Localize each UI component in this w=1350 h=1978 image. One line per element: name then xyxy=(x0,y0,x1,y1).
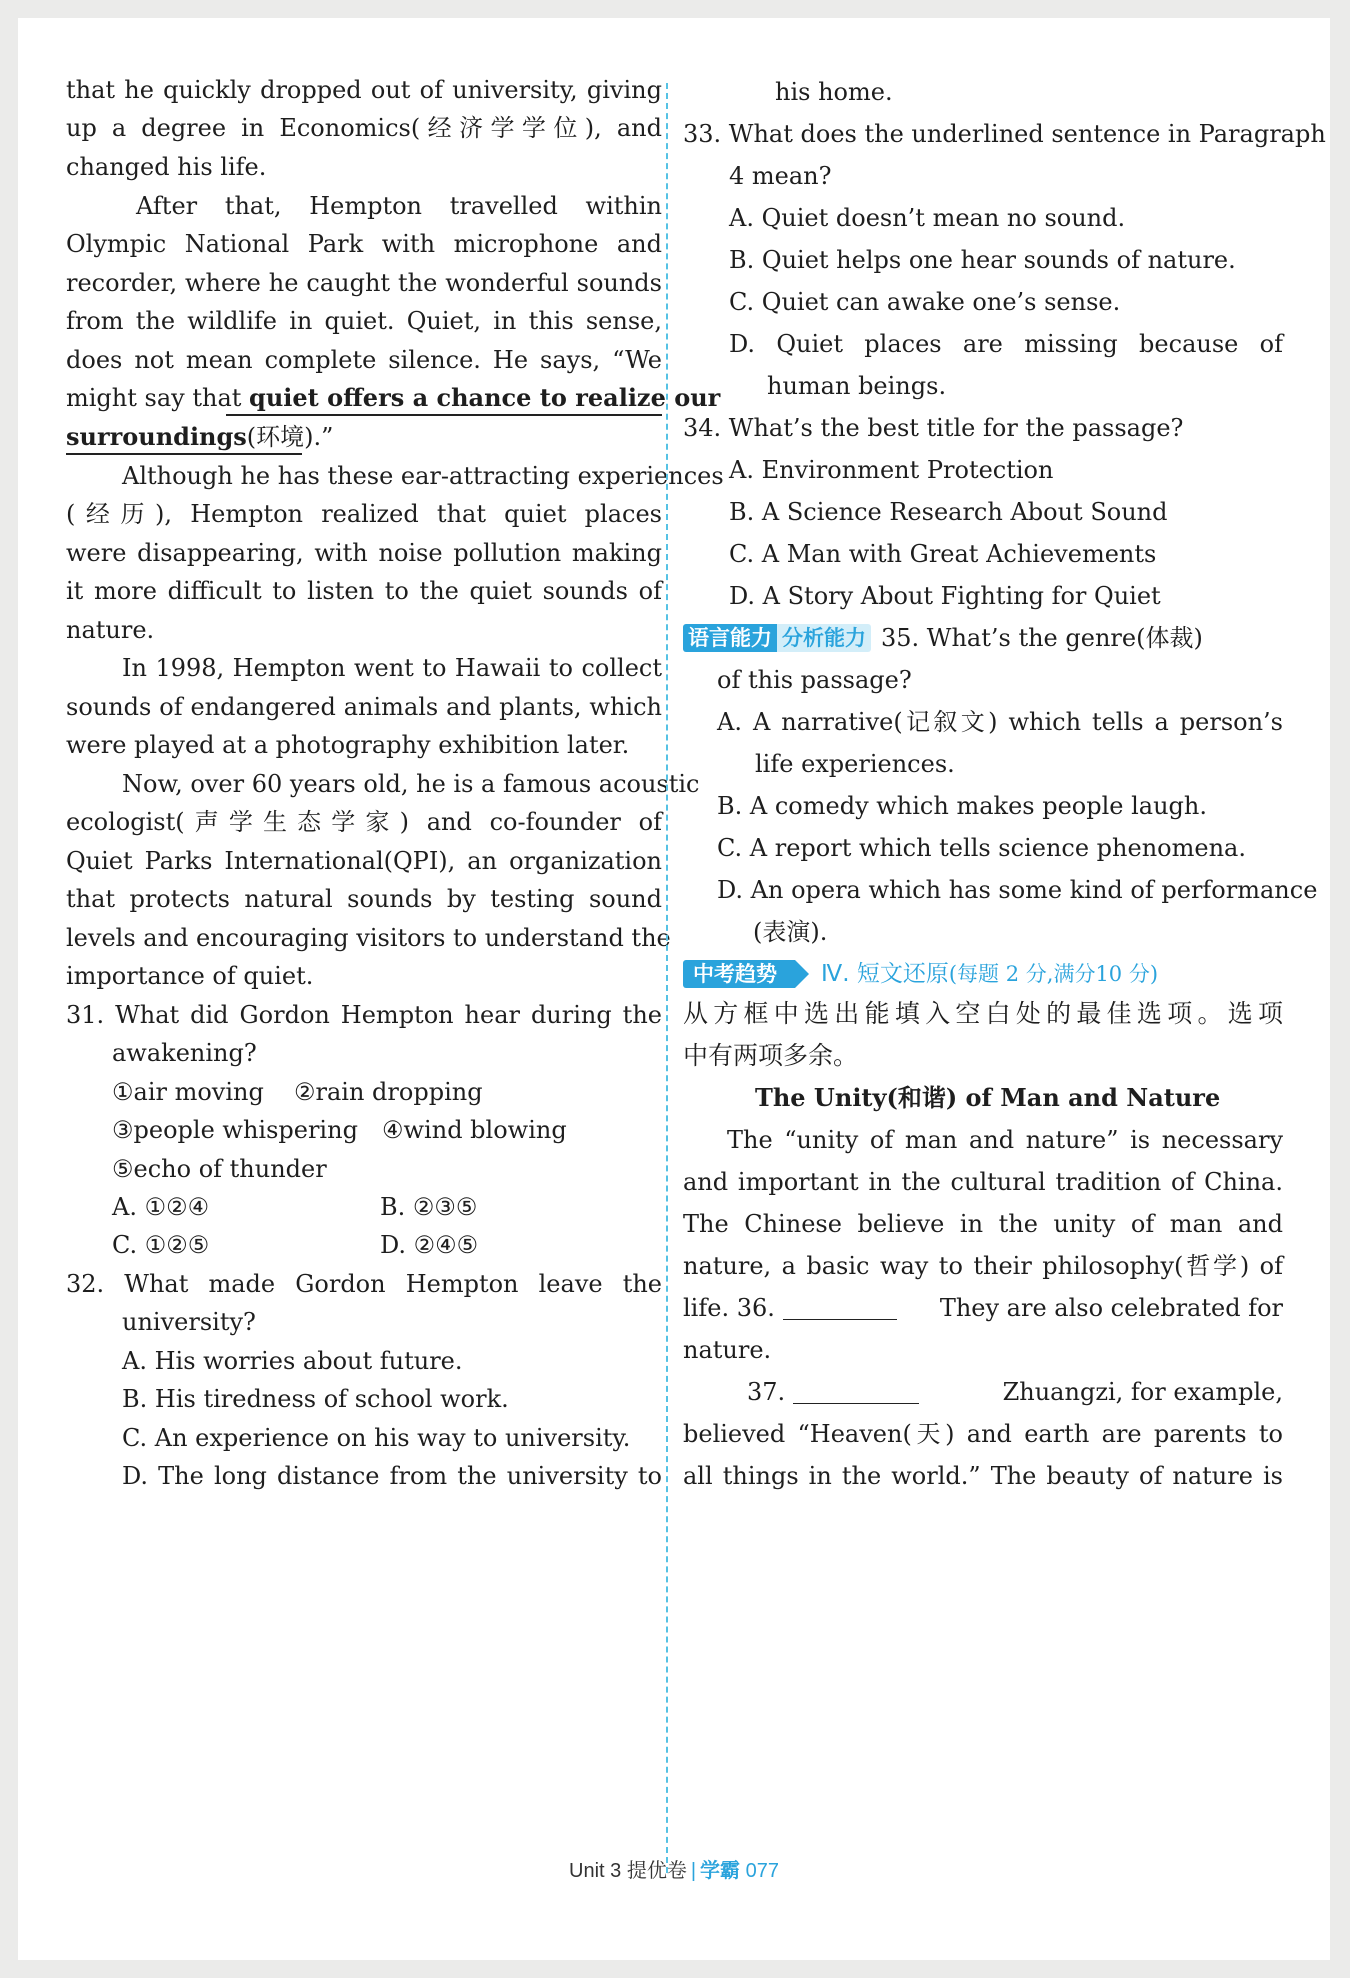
q33-option-b[interactable]: B. Quiet helps one hear sounds of nature. xyxy=(729,246,1236,274)
q34-option-a[interactable]: A. Environment Protection xyxy=(729,456,1054,484)
q35-option-a-cont: life experiences. xyxy=(755,750,955,778)
blank-36[interactable] xyxy=(783,1297,897,1320)
text-line: does not mean complete silence. He says, “We xyxy=(66,346,662,374)
question-32-stem: 32. What made Gordon Hempton leave the xyxy=(66,1270,662,1298)
tag-exam-trend xyxy=(683,960,795,988)
q35-option-b[interactable]: B. A comedy which makes people laugh. xyxy=(717,792,1207,820)
text-line: In 1998, Hempton went to Hawaii to collect xyxy=(122,654,662,682)
passage-line: and important in the cultural tradition of China. xyxy=(683,1168,1283,1196)
underline xyxy=(66,453,302,455)
q31-option-c[interactable]: C. ①②⑤ xyxy=(112,1231,210,1259)
text-line: that he quickly dropped out of university, giving xyxy=(66,76,662,104)
q35-option-a[interactable]: A. A narrative(记叙文) which tells a person’s xyxy=(717,708,1283,736)
q33-option-d[interactable]: D. Quiet places are missing because of xyxy=(729,330,1283,358)
passage-line: nature. xyxy=(683,1336,772,1364)
text-line: were played at a photography exhibition later. xyxy=(66,731,630,759)
question-35-stem xyxy=(683,622,1283,654)
text-span: 37. xyxy=(747,1378,786,1406)
text-line: Quiet Parks International(QPI), an organization xyxy=(66,847,662,875)
text-line: nature. xyxy=(66,616,155,644)
page-footer xyxy=(18,1854,1330,1883)
text-line: sounds of endangered animals and plants, which xyxy=(66,693,662,721)
question-35-stem-cont: of this passage? xyxy=(717,666,912,694)
passage-line: The “unity of man and nature” is necessary xyxy=(727,1126,1283,1154)
column-divider xyxy=(666,83,668,1873)
passage-line: believed “Heaven(天) and earth are parents to xyxy=(683,1420,1283,1448)
text-line: were disappearing, with noise pollution making xyxy=(66,539,662,567)
text-line: recorder, where he caught the wonderful sounds xyxy=(66,269,662,297)
text-line: Although he has these ear-attracting experiences xyxy=(122,462,724,490)
text-line xyxy=(66,382,721,414)
text-span: might say that xyxy=(66,384,250,412)
text-line: from the wildlife in quiet. Quiet, in this sense, xyxy=(66,307,662,335)
q31-option-b[interactable]: B. ②③⑤ xyxy=(380,1193,478,1221)
question-33-stem: 33. What does the underlined sentence in Paragraph xyxy=(683,120,1326,148)
text-span: .” xyxy=(313,423,334,451)
footer-separator: | xyxy=(690,1860,697,1882)
tag-language-ability: 语言能力 xyxy=(683,624,777,652)
question-34-stem: 34. What’s the best title for the passage? xyxy=(683,414,1184,442)
section-4-score-note: (每题 2 分,满分10 分) xyxy=(948,962,1159,986)
tag-arrow-icon xyxy=(795,960,809,988)
text-line: Now, over 60 years old, he is a famous acoustic xyxy=(122,770,700,798)
q34-option-b[interactable]: B. A Science Research About Sound xyxy=(729,498,1168,526)
q31-option-a[interactable]: A. ①②④ xyxy=(112,1193,210,1221)
question-32-stem-cont: university? xyxy=(122,1308,256,1336)
q31-item: ⑤echo of thunder xyxy=(112,1155,327,1183)
q32-option-d-cont: his home. xyxy=(775,78,893,106)
section-4-instruction: 从方框中选出能填入空白处的最佳选项。选项 xyxy=(683,999,1283,1028)
q34-option-d[interactable]: D. A Story About Fighting for Quiet xyxy=(729,582,1161,610)
passage-line: all things in the world.” The beauty of nature is xyxy=(683,1462,1283,1490)
tag-analysis-ability: 分析能力 xyxy=(777,624,871,652)
text-line: Olympic National Park with microphone and xyxy=(66,230,662,258)
text-line: importance of quiet. xyxy=(66,962,314,990)
q35-option-d-cont: (表演). xyxy=(753,918,828,946)
text-line: ecologist(声学生态学家) and co-founder of xyxy=(66,808,662,836)
section-4-header xyxy=(683,958,1283,990)
footer-unit: Unit 3 提优卷 xyxy=(569,1860,687,1882)
page xyxy=(18,18,1330,1960)
q35-option-d[interactable]: D. An opera which has some kind of performance xyxy=(717,876,1318,904)
q32-option-a[interactable]: A. His worries about future. xyxy=(122,1347,463,1375)
q35-option-c[interactable]: C. A report which tells science phenomena. xyxy=(717,834,1246,862)
footer-brand: 学霸 xyxy=(700,1860,741,1882)
text-line: changed his life. xyxy=(66,153,267,181)
text-span: life. 36. xyxy=(683,1294,775,1322)
q33-option-a[interactable]: A. Quiet doesn’t mean no sound. xyxy=(729,204,1126,232)
text-line: it more difficult to listen to the quiet sounds of xyxy=(66,577,662,605)
q31-option-d[interactable]: D. ②④⑤ xyxy=(380,1231,479,1259)
question-31-stem-cont: awakening? xyxy=(112,1039,257,1067)
passage-line xyxy=(683,1292,1283,1324)
q32-option-b[interactable]: B. His tiredness of school work. xyxy=(122,1385,509,1413)
passage-line xyxy=(747,1376,1283,1408)
q33-option-c[interactable]: C. Quiet can awake one’s sense. xyxy=(729,288,1121,316)
text-line: (经历), Hempton realized that quiet places xyxy=(66,500,662,528)
tag-exam-trend-label: 中考趋势 xyxy=(693,962,777,986)
passage-line: The Chinese believe in the unity of man and xyxy=(683,1210,1283,1238)
q32-option-c[interactable]: C. An experience on his way to university. xyxy=(122,1424,631,1452)
q31-item: ③people whispering xyxy=(112,1116,358,1144)
passage-title: The Unity(和谐) of Man and Nature xyxy=(755,1083,1221,1112)
passage-line: nature, a basic way to their philosophy(哲学) of xyxy=(683,1252,1283,1280)
question-33-stem-cont: 4 mean? xyxy=(729,162,832,190)
q31-item: ②rain dropping xyxy=(294,1078,483,1106)
page-number: 077 xyxy=(745,1860,779,1882)
q31-item: ④wind blowing xyxy=(382,1116,567,1144)
underlined-sentence-part: surroundings xyxy=(66,422,247,451)
q31-item: ①air moving xyxy=(112,1078,264,1106)
text-line: that protects natural sounds by testing sound xyxy=(66,885,662,913)
section-4-title: Ⅳ. 短文还原 xyxy=(821,961,949,987)
blank-37[interactable] xyxy=(793,1381,919,1404)
q34-option-c[interactable]: C. A Man with Great Achievements xyxy=(729,540,1157,568)
text-line xyxy=(66,421,662,453)
gloss: (环境) xyxy=(246,423,314,451)
text-line: up a degree in Economics(经济学学位), and xyxy=(66,114,662,142)
q32-option-d[interactable]: D. The long distance from the university to xyxy=(122,1462,662,1490)
underline xyxy=(226,414,662,416)
text-line: levels and encouraging visitors to understand the xyxy=(66,924,671,952)
text-span: Zhuangzi, for example, xyxy=(1002,1378,1283,1406)
q33-option-d-cont: human beings. xyxy=(767,372,947,400)
text-line: After that, Hempton travelled within xyxy=(136,192,662,220)
q35-stem-text: 35. What’s the genre(体裁) xyxy=(881,624,1203,652)
question-31-stem: 31. What did Gordon Hempton hear during the xyxy=(66,1001,662,1029)
text-span: They are also celebrated for xyxy=(939,1294,1283,1322)
section-4-instruction-cont: 中有两项多余。 xyxy=(683,1041,859,1070)
underlined-sentence-part: quiet offers a chance to realize our xyxy=(249,383,721,412)
